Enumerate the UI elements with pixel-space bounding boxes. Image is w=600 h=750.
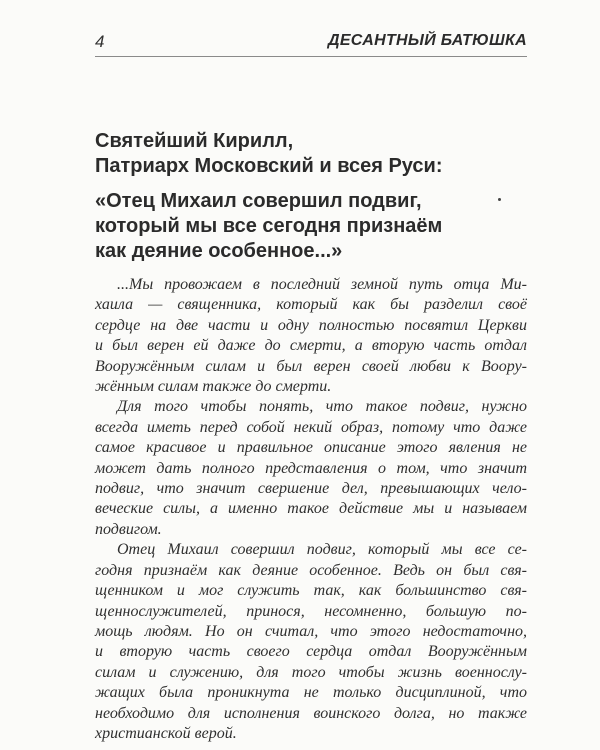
text-line: сердце на две части и одну полностью посвятил Церкви (95, 316, 527, 334)
heading-quote-line: «Отец Михаил совершил подвиг, (95, 190, 422, 212)
text-line: и был верен ей даже до смерти, а вторую часть отдал (95, 337, 527, 355)
text-line: и вторую часть своего сердца отдал Вооружённым (95, 643, 527, 661)
paragraph-3 (95, 540, 527, 744)
heading-quote (95, 189, 535, 264)
text-line: подвиг, что значит свершение дел, превышающих чело- (95, 480, 527, 498)
text-line: жащих была проникнута не только дисциплиной, что (95, 684, 527, 702)
text-line: может дать полного представления о том, что значит (95, 459, 527, 477)
heading-author (95, 129, 535, 179)
book-title: ДЕСАНТНЫЙ БАТЮШКА (327, 32, 527, 49)
text-line: Для того чтобы понять, что такое подвиг, нужно (117, 398, 527, 416)
section-heading (95, 129, 535, 264)
text-line: веческие силы, а именно такое действие мы и называем (95, 500, 527, 518)
heading-quote-line: как деяние особенное...» (95, 240, 343, 262)
body-text (95, 275, 527, 744)
paragraph-2 (95, 397, 527, 540)
paragraph-1 (95, 275, 527, 397)
running-header (95, 30, 527, 57)
page-number: 4 (95, 32, 105, 51)
text-line: Отец Михаил совершил подвиг, который мы все се- (117, 541, 527, 559)
text-line: всегда иметь перед собой некий образ, потому что даже (95, 418, 527, 436)
text-line: щенником и мог служить так, как большинство свя- (95, 582, 527, 600)
heading-quote-line: который мы все сегодня признаём (95, 215, 443, 237)
text-line: жённым силам также до смерти. (95, 378, 332, 396)
text-line: мощь людям. Но он считал, что этого недостаточно, (95, 622, 527, 640)
text-line: хаила — священника, который как бы разделил своё (95, 296, 527, 314)
text-line: подвигом. (95, 520, 162, 538)
heading-author-line: Патриарх Московский и всея Руси: (95, 155, 443, 177)
text-line: ...Мы провожаем в последний земной путь отца Ми- (117, 276, 527, 293)
text-line: необходимо для исполнения воинского долга, но также (95, 704, 527, 722)
text-line: годня признаём как деяние особенное. Ведь он был свя- (95, 561, 527, 579)
text-line: Вооружённым силам и был верен своей любви к Воору- (95, 357, 527, 375)
text-line: самое красивое и правильное описание этого явления не (95, 439, 527, 457)
text-line: щеннослужителей, принося, несомненно, большую по- (95, 602, 527, 620)
heading-author-line: Святейший Кирилл, (95, 130, 294, 152)
text-line: силам и служению, для того чтобы жизнь военнослу- (95, 663, 527, 681)
text-line: христианской верой. (95, 724, 237, 742)
